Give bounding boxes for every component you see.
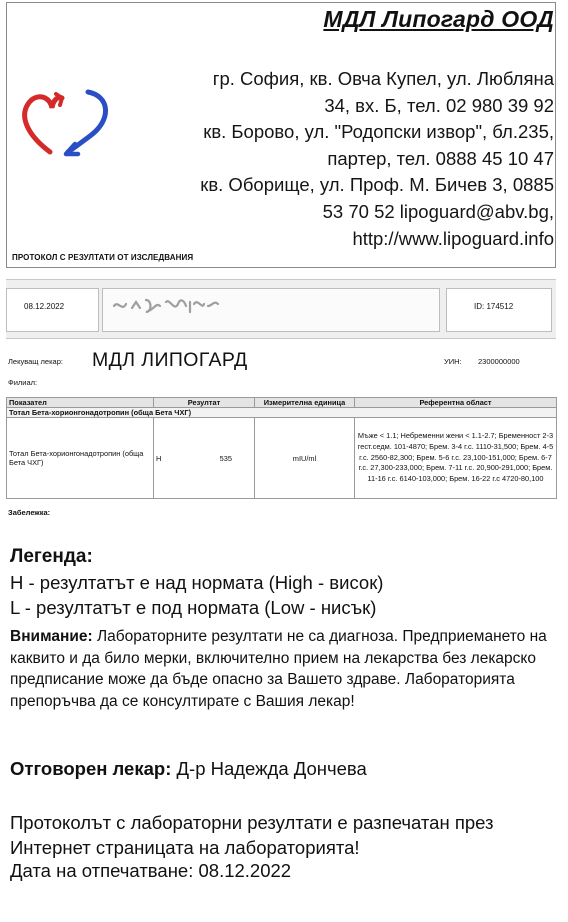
printed-note: Протоколът с лабораторни резултати е разпечатан през Интернет страницата на лабораторията! (10, 812, 494, 858)
address-block (124, 66, 554, 252)
column-header: Показател (7, 398, 154, 408)
test-name: Тотал Бета-хорионгонадотропин (обща Бета ЧХГ) (7, 418, 154, 499)
attention-text: Лабораторните резултати не са диагноза. Предприемането на каквито и да било мерки, включително прием на лекарства без лекарско предписание може да бъде опасно за Вашето здраве. Лабораторията препоръчва да се консултирате с Вашия лекар! (10, 628, 547, 710)
print-date: Дата на отпечатване: 08.12.2022 (10, 860, 292, 881)
responsible-label: Отговорен лекар: (10, 758, 172, 779)
attention-label: Внимание: (10, 628, 93, 645)
column-header: Измерителна единица (255, 398, 355, 408)
legend-title: Легенда: (10, 546, 93, 567)
uin-label: УИН: (444, 357, 462, 366)
company-name: МДЛ Липогард ООД (323, 6, 554, 32)
redacted-name-scribble (110, 292, 230, 320)
protocol-title: ПРОТОКОЛ С РЕЗУЛТАТИ ОТ ИЗСЛЕДВАНИЯ (12, 253, 194, 262)
address-line: партер, тел. 0888 45 10 47 (327, 147, 554, 169)
address-line: 53 70 52 lipoguard@abv.bg, (322, 200, 554, 222)
results-table (6, 397, 557, 499)
column-header: Резултат (154, 398, 255, 408)
note-label: Забележка: (8, 508, 51, 517)
doctor-label: Лекуващ лекар: (8, 357, 63, 366)
result-cell (154, 418, 255, 499)
patient-date: 08.12.2022 (24, 302, 65, 311)
reference-cell (355, 418, 557, 499)
result-flag: H (156, 453, 162, 463)
responsible-doctor (10, 758, 367, 780)
address-line: http://www.lipoguard.info (352, 227, 554, 249)
address-line: кв. Борово, ул. "Родопски извор", бл.235, (203, 121, 554, 143)
legend-high: Н - резултатът е над нормата (High - висок) (10, 572, 384, 593)
column-header: Референтна област (355, 398, 557, 408)
address-line: гр. София, кв. Овча Купел, ул. Любляна (212, 68, 554, 89)
branch-label: Филиал: (8, 378, 38, 387)
table-row (7, 418, 557, 499)
unit-cell: mIU/ml (255, 418, 355, 499)
result-value: 535 (219, 453, 232, 463)
lipoguard-logo-icon (20, 88, 120, 164)
table-group-row (7, 408, 557, 418)
doctor-name: МДЛ ЛИПОГАРД (92, 349, 248, 371)
responsible-name: Д-р Надежда Дончева (171, 758, 367, 779)
patient-id: ID: 174512 (474, 302, 514, 311)
legend-low: L - резултатът е под нормата (Low - нисък) (10, 597, 377, 618)
address-line: кв. Оборище, ул. Проф. М. Бичев 3, 0885 (200, 174, 554, 196)
attention-paragraph (10, 626, 550, 712)
reference-range: Мъже < 1.1; Небременни жени < 1.1-2.7; Бременност 2-3 гест.седм. 101-4870; Брем. 3-4 г.с. 1110-31,500; Брем. 4-5 г.с. 2560-82,300; Брем. 5-6 г.с. 23,100-151,000; Брем. 6-7 г.с. 27,300-233,000; Брем. 7-11 г.с. 20,900-291,000; Брем. 11-16 г.с. 6140-103,000; Брем. 16-22 г.с 4720-80,100 (357, 431, 554, 484)
uin-value: 2300000000 (478, 357, 520, 366)
address-line: 34, вх. Б, тел. 02 980 39 92 (324, 94, 554, 116)
group-label: Тотал Бета-хорионгонадотропин (обща Бета ЧХГ) (7, 408, 557, 418)
table-header-row (7, 398, 557, 408)
